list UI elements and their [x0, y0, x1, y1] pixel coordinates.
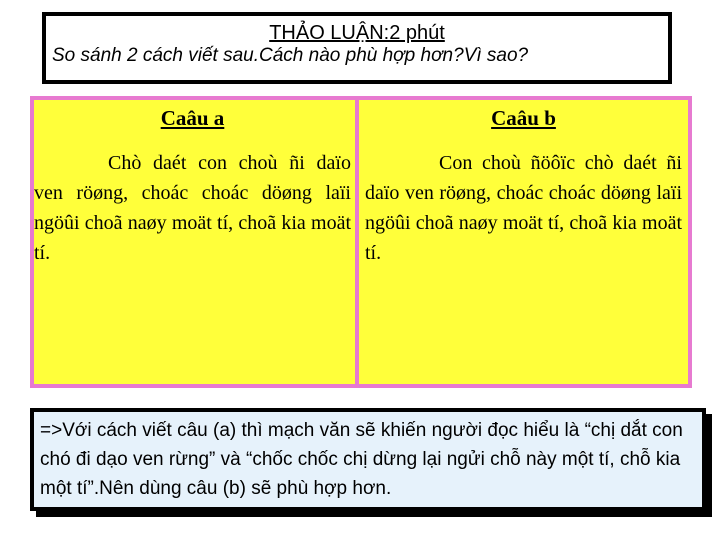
- panel-b: [359, 100, 688, 384]
- panel-a-text: Chò daét con choù ñi daïo ven röøng, choác choác döøng laïi ngöûi choã naøy moät tí, choã kia moät tí.: [34, 152, 351, 264]
- discussion-heading: THẢO LUẬN:2 phút: [269, 22, 445, 44]
- conclusion-box: [30, 408, 706, 511]
- title-box: [42, 12, 672, 84]
- panel-a: [34, 100, 359, 384]
- discussion-question: So sánh 2 cách viết sau.Cách nào phù hợp hơn?Vì sao?: [52, 45, 529, 66]
- comparison-panels: [30, 96, 692, 388]
- panel-b-title: Caâu b: [491, 106, 556, 130]
- conclusion-text: =>Với cách viết câu (a) thì mạch văn sẽ khiến người đọc hiểu là “chị dắt con chó đi dạo ven rừng” và “chốc chốc chị dừng lại ngửi chỗ này một tí, chỗ kia một tí”.Nên dùng câu (b) sẽ phù hợp hơn.: [40, 420, 683, 499]
- panel-b-text: Con choù ñöôïc chò daét ñi daïo ven röøng, choác choác döøng laïi ngöûi choã naøy moät tí, choã kia moät tí.: [365, 152, 682, 264]
- panel-a-title: Caâu a: [160, 106, 225, 130]
